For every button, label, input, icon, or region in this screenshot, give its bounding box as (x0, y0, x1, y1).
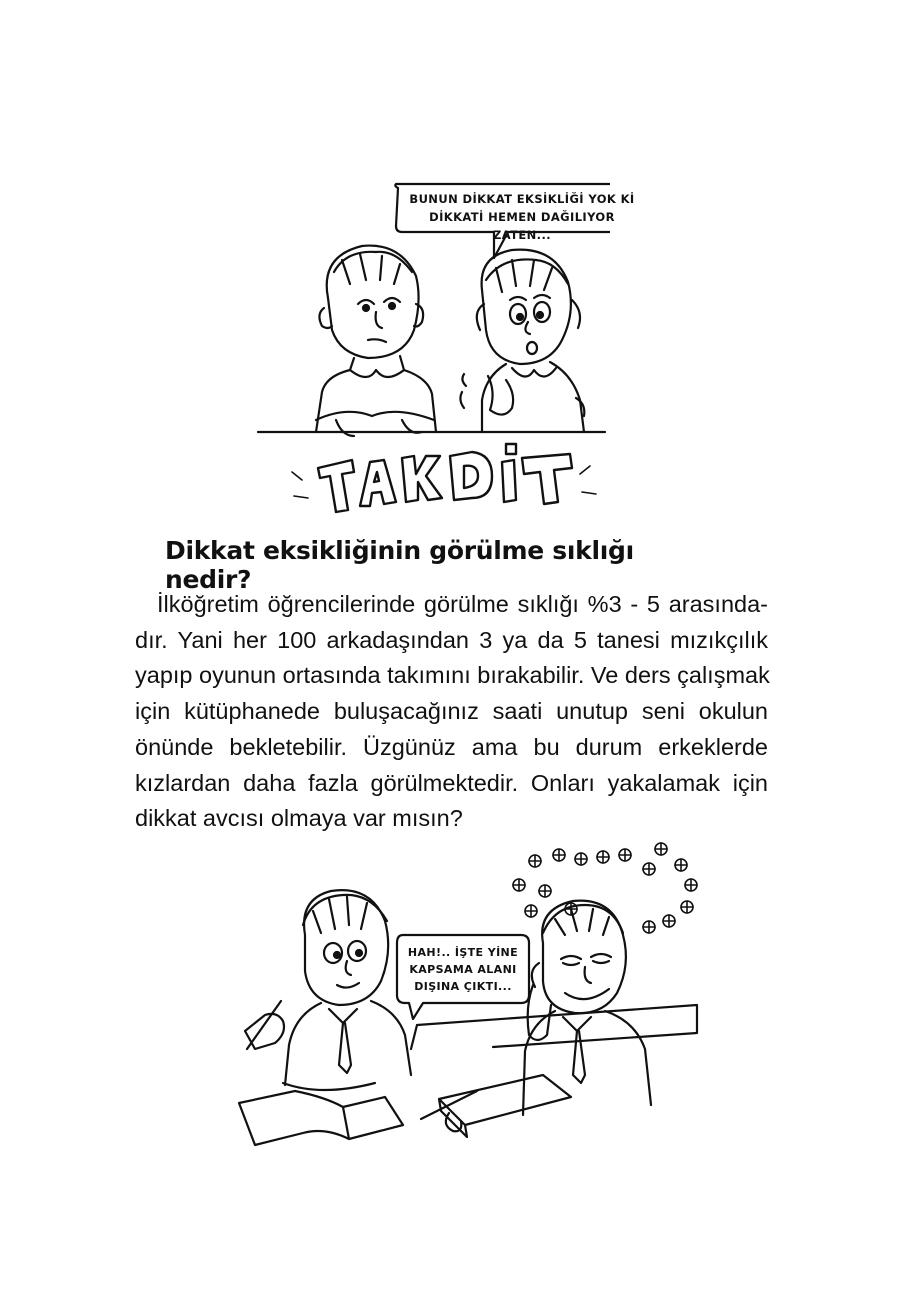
section-heading: Dikkat eksikliğinin görülme sıklığı nedir? (165, 536, 634, 594)
body-line-4: için kütüphanede buluşacağınız saati unutup seni okulun (135, 698, 768, 725)
bottom-bubble-line-1: HAH!.. İŞTE YİNE (407, 946, 519, 959)
top-bubble-line-2: DİKKATİ HEMEN DAĞILIYOR ZATEN... (429, 210, 615, 242)
body-line-1: İlköğretim öğrencilerinde görülme sıklığı %3 - 5 arasında- (157, 591, 768, 617)
body-line-7: dikkat avcısı olmaya var mısın? (135, 805, 463, 832)
top-bubble-line-1: BUNUN DİKKAT EKSİKLİĞİ YOK Kİ (409, 192, 635, 206)
body-line-5: önünde bekletebilir. Üzgünüz ama bu durum erkeklerde (135, 733, 768, 760)
bottom-bubble-line-3: DIŞINA ÇIKTI... (414, 980, 512, 993)
top-speech-bubble (398, 190, 646, 244)
body-paragraph (135, 587, 768, 837)
bottom-bubble-line-2: KAPSAMA ALANI (409, 963, 517, 976)
bottom-speech-bubble (403, 944, 523, 995)
body-line-3: yapıp oyunun ortasında takımını bırakabilir. Ve ders çalışmak (135, 662, 770, 689)
bottom-cartoon-illustration (225, 835, 705, 1165)
body-line-2: dır. Yani her 100 arkadaşından 3 ya da 5 tanesi mızıkçılık (135, 626, 768, 653)
body-line-6: kızlardan daha fazla görülmektedir. Onları yakalamak için (135, 769, 768, 796)
